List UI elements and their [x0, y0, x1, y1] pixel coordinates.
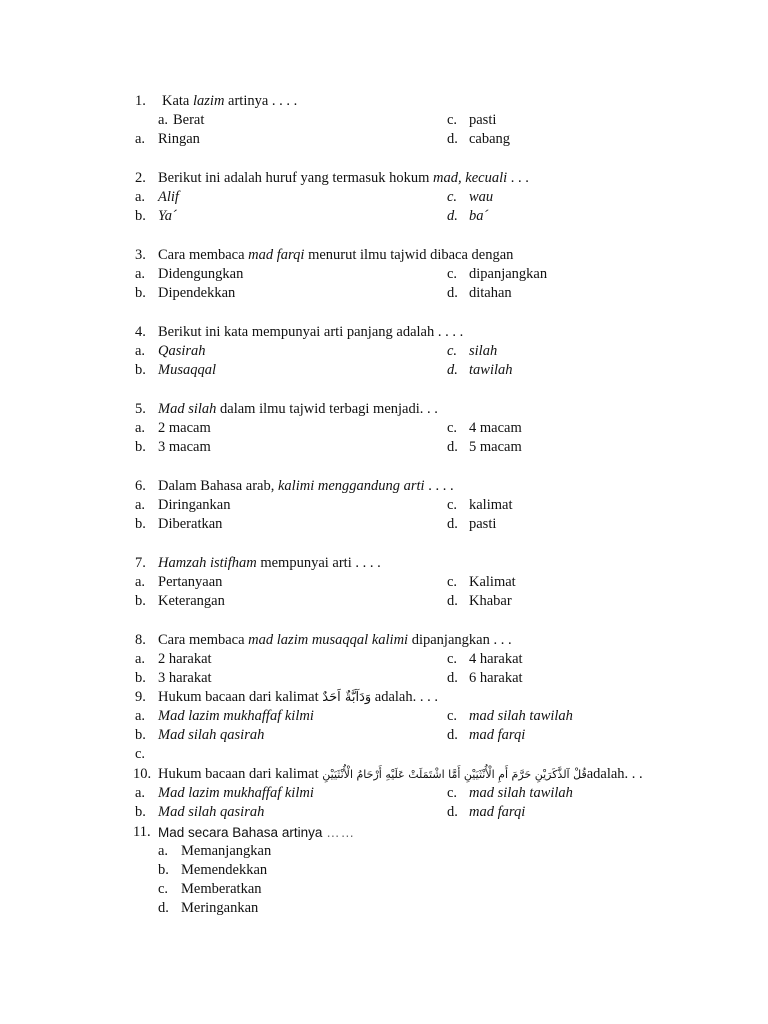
option-letter: c. [447, 497, 458, 513]
question-number: 1. [135, 93, 146, 109]
option-letter: a. [135, 708, 146, 724]
option-d: Meringankan [181, 900, 259, 916]
option-c: pasti [469, 112, 497, 128]
option-letter: d. [158, 900, 169, 916]
option-letter: a. [158, 843, 169, 859]
option-letter: a. [135, 420, 146, 436]
option-b: Ringan [158, 131, 200, 147]
option-letter: c. [447, 420, 458, 436]
option-letter: c. [447, 651, 458, 667]
option-letter: c. [447, 189, 458, 205]
option-letter: d. [447, 131, 458, 147]
option-letter: b. [135, 208, 146, 224]
question-text: Hukum bacaan dari kalimat وَدَآبَّةٌ اَحَدٌ adalah. . . . [158, 689, 438, 705]
option-letter: c. [158, 881, 169, 897]
option-b: 3 macam [158, 439, 211, 455]
option-letter: d. [447, 516, 458, 532]
question-text: Berikut ini kata mempunyai arti panjang adalah . . . . [158, 324, 464, 340]
option-b: Memendekkan [181, 862, 268, 878]
arabic-text: قُلْ آلذَّكَرَيْنِ حَرَّمَ أَمِ الْأُنْثَيَيْنِ أَمَّا اشْتَمَلَتْ عَلَيْهِ أَرْحَامُ الْأُنْثَيَيْنِ [322, 768, 587, 781]
option-letter: d. [447, 727, 458, 743]
option-b: Musaqqal [158, 362, 216, 378]
question-text: Cara membaca mad farqi menurut ilmu tajwid dibaca dengan [158, 247, 514, 263]
option-a: Pertanyaan [158, 574, 223, 590]
option-c: 4 harakat [469, 651, 523, 667]
option-a: Mad lazim mukhaffaf kilmi [158, 785, 314, 801]
option-c: mad silah tawilah [469, 785, 573, 801]
option-a: Qasirah [158, 343, 206, 359]
option-c: Kalimat [469, 574, 516, 590]
option-c: dipanjangkan [469, 266, 548, 282]
question-number: 11. [133, 824, 151, 840]
option-c: silah [469, 343, 498, 359]
option-c: Memberatkan [181, 881, 262, 897]
option-d: mad farqi [469, 727, 526, 743]
question-text: Kata lazim artinya . . . . [162, 93, 298, 109]
option-letter: c. [447, 112, 458, 128]
option-d: tawilah [469, 362, 513, 378]
option-letter: a. [135, 266, 146, 282]
question-number: 3. [135, 247, 146, 263]
question-number: 5. [135, 401, 146, 417]
option-letter: a. [135, 131, 146, 147]
option-letter: d. [447, 804, 458, 820]
option-a: Memanjangkan [181, 843, 272, 859]
option-b: Dipendekkan [158, 285, 236, 301]
option-letter: d. [447, 285, 458, 301]
option-c: mad silah tawilah [469, 708, 573, 724]
option-letter: d. [447, 362, 458, 378]
question-number: 9. [135, 689, 146, 705]
option-d: 5 macam [469, 439, 522, 455]
option-letter: b. [135, 670, 146, 686]
option-d: 6 harakat [469, 670, 523, 686]
option-letter: a. [135, 574, 146, 590]
option-d: mad farqi [469, 804, 526, 820]
option-letter: a. [135, 497, 146, 513]
option-letter: d. [447, 593, 458, 609]
option-letter: b. [135, 727, 146, 743]
option-d: ditahan [469, 285, 512, 301]
arabic-text: وَدَآبَّةٌ اَحَدٌ [322, 690, 372, 705]
option-d: Khabar [469, 593, 512, 609]
option-letter: d. [447, 670, 458, 686]
option-letter: a. [135, 343, 146, 359]
option-letter: b. [135, 362, 146, 378]
option-a: 2 macam [158, 420, 211, 436]
question-number: 4. [135, 324, 146, 340]
option-letter: b. [158, 862, 169, 878]
option-letter: b. [135, 593, 146, 609]
question-number: 2. [135, 170, 146, 186]
question-text: Cara membaca mad lazim musaqqal kalimi dipanjangkan . . . [158, 632, 512, 648]
option-letter: a. [135, 785, 146, 801]
option-letter: c. [447, 266, 458, 282]
option-letter: b. [135, 516, 146, 532]
question-text: Mad secara Bahasa artinya …… [158, 825, 356, 840]
option-letter: d. [447, 208, 458, 224]
option-d: pasti [469, 516, 497, 532]
question-text: Berikut ini adalah huruf yang termasuk hokum mad, kecuali . . . [158, 170, 529, 186]
option-b: 3 harakat [158, 670, 212, 686]
option-c: wau [469, 189, 494, 205]
option-a: 2 harakat [158, 651, 212, 667]
option-a: Berat [173, 112, 205, 128]
option-letter: a. [135, 651, 146, 667]
option-b: Mad silah qasirah [158, 727, 265, 743]
option-a: Alif [158, 189, 179, 205]
option-d: ba´ [469, 208, 489, 224]
option-c: kalimat [469, 497, 513, 513]
option-b: Mad silah qasirah [158, 804, 265, 820]
question-text: Dalam Bahasa arab, kalimi menggandung arti . . . . [158, 478, 454, 494]
option-letter: c. [447, 785, 458, 801]
option-c: 4 macam [469, 420, 522, 436]
option-b: Keterangan [158, 593, 225, 609]
question-number: 7. [135, 555, 146, 571]
option-a: Diringankan [158, 497, 231, 513]
option-letter: b. [135, 285, 146, 301]
option-letter: b. [135, 439, 146, 455]
option-letter: a. [135, 189, 146, 205]
question-number: 8. [135, 632, 146, 648]
option-a: Mad lazim mukhaffaf kilmi [158, 708, 314, 724]
option-b: Diberatkan [158, 516, 223, 532]
option-b: Ya´ [158, 208, 177, 224]
question-text: Hukum bacaan dari kalimat قُلْ آلذَّكَرَيْنِ حَرَّمَ أَمِ الْأُنْثَيَيْنِ أَمَّا اشْتَمَلَتْ عَلَيْهِ أَرْحَامُ الْأُنْثَيَيْنِadalah. . . [158, 766, 643, 782]
option-d: cabang [469, 131, 511, 147]
option-letter: a. [158, 112, 169, 128]
option-letter: c. [135, 746, 146, 762]
option-letter: d. [447, 439, 458, 455]
option-a: Didengungkan [158, 266, 244, 282]
option-letter: c. [447, 343, 458, 359]
option-letter: c. [447, 574, 458, 590]
option-letter: c. [447, 708, 458, 724]
question-text: Hamzah istifham mempunyai arti . . . . [158, 555, 381, 571]
question-text: Mad silah dalam ilmu tajwid terbagi menjadi. . . [158, 401, 438, 417]
question-number: 6. [135, 478, 146, 494]
option-letter: b. [135, 804, 146, 820]
question-number: 10. [133, 766, 152, 782]
